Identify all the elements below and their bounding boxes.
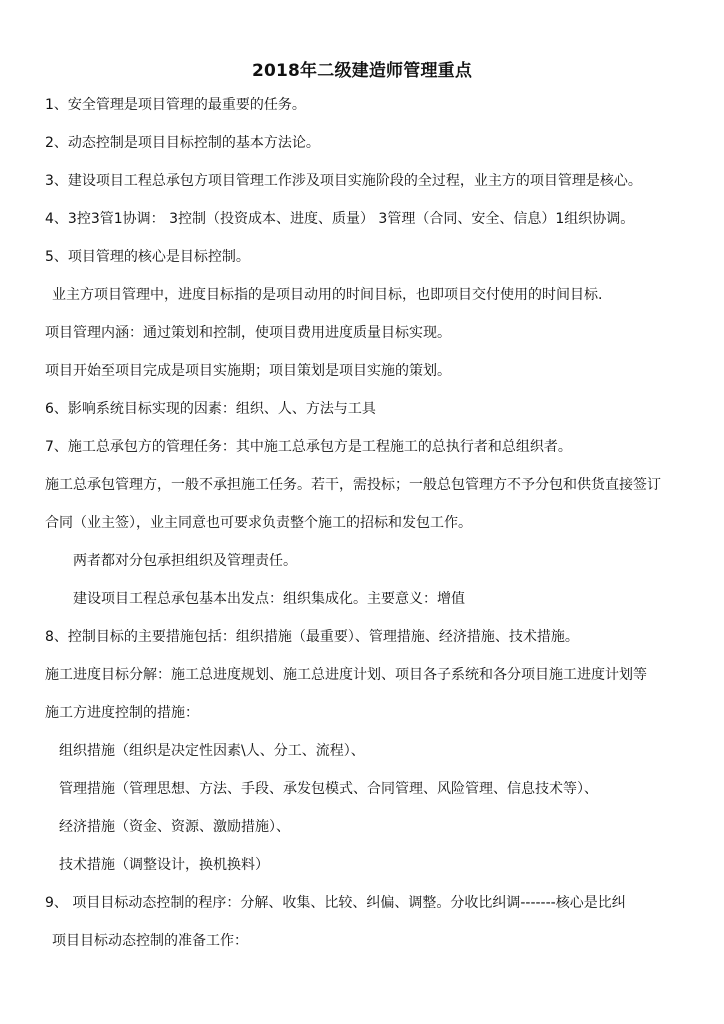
text-line-8: 项目开始至项目完成是项目实施期；项目策划是项目实施的策划。 bbox=[45, 363, 451, 379]
text-line-1: 1、安全管理是项目管理的最重要的任务。 bbox=[45, 97, 306, 113]
text-line-14: 建设项目工程总承包基本出发点：组织集成化。主要意义：增值 bbox=[73, 591, 465, 607]
text-line-20: 经济措施（资金、资源、激励措施）、 bbox=[59, 819, 290, 835]
text-line-13: 两者都对分包承担组织及管理责任。 bbox=[73, 553, 297, 569]
text-line-17: 施工方进度控制的措施： bbox=[45, 705, 199, 721]
text-line-2: 2、动态控制是项目目标控制的基本方法论。 bbox=[45, 135, 320, 151]
text-line-21: 技术措施（调整设计，换机换料） bbox=[59, 857, 269, 873]
text-line-9: 6、影响系统目标实现的因素：组织、人、方法与工具 bbox=[45, 401, 376, 417]
text-line-3: 3、建设项目工程总承包方项目管理工作涉及项目实施阶段的全过程，业主方的项目管理是核心。 bbox=[45, 173, 642, 189]
text-line-7: 项目管理内涵：通过策划和控制，使项目费用进度质量目标实现。 bbox=[45, 325, 451, 341]
text-line-19: 管理措施（管理思想、方法、手段、承发包模式、合同管理、风险管理、信息技术等）、 bbox=[59, 781, 598, 797]
text-line-23: 项目目标动态控制的准备工作： bbox=[52, 933, 248, 949]
text-line-10: 7、施工总承包方的管理任务：其中施工总承包方是工程施工的总执行者和总组织者。 bbox=[45, 439, 572, 455]
text-line-22: 9、 项目目标动态控制的程序：分解、收集、比较、纠偏、调整。分收比纠调-------核心是比纠 bbox=[45, 895, 626, 911]
text-line-12: 合同（业主签），业主同意也可要求负责整个施工的招标和发包工作。 bbox=[45, 515, 472, 531]
text-line-16: 施工进度目标分解：施工总进度规划、施工总进度计划、项目各子系统和各分项目施工进度计划等 bbox=[45, 667, 647, 683]
text-line-18: 组织措施（组织是决定性因素\人、分工、流程）、 bbox=[59, 743, 365, 759]
text-line-6: 业主方项目管理中，进度目标指的是项目动用的时间目标，也即项目交付使用的时间目标. bbox=[52, 287, 603, 303]
text-line-4: 4、3控3管1协调： 3控制（投资成本、进度、质量） 3管理（合同、安全、信息）1组织协调。 bbox=[45, 211, 635, 227]
text-line-5: 5、项目管理的核心是目标控制。 bbox=[45, 249, 250, 265]
text-line-15: 8、控制目标的主要措施包括：组织措施（最重要）、管理措施、经济措施、技术措施。 bbox=[45, 629, 579, 645]
text-line-11: 施工总承包管理方，一般不承担施工任务。若干，需投标；一般总包管理方不予分包和供货直接签订 bbox=[45, 477, 661, 493]
document-title: 2018年二级建造师管理重点 bbox=[251, 61, 473, 81]
